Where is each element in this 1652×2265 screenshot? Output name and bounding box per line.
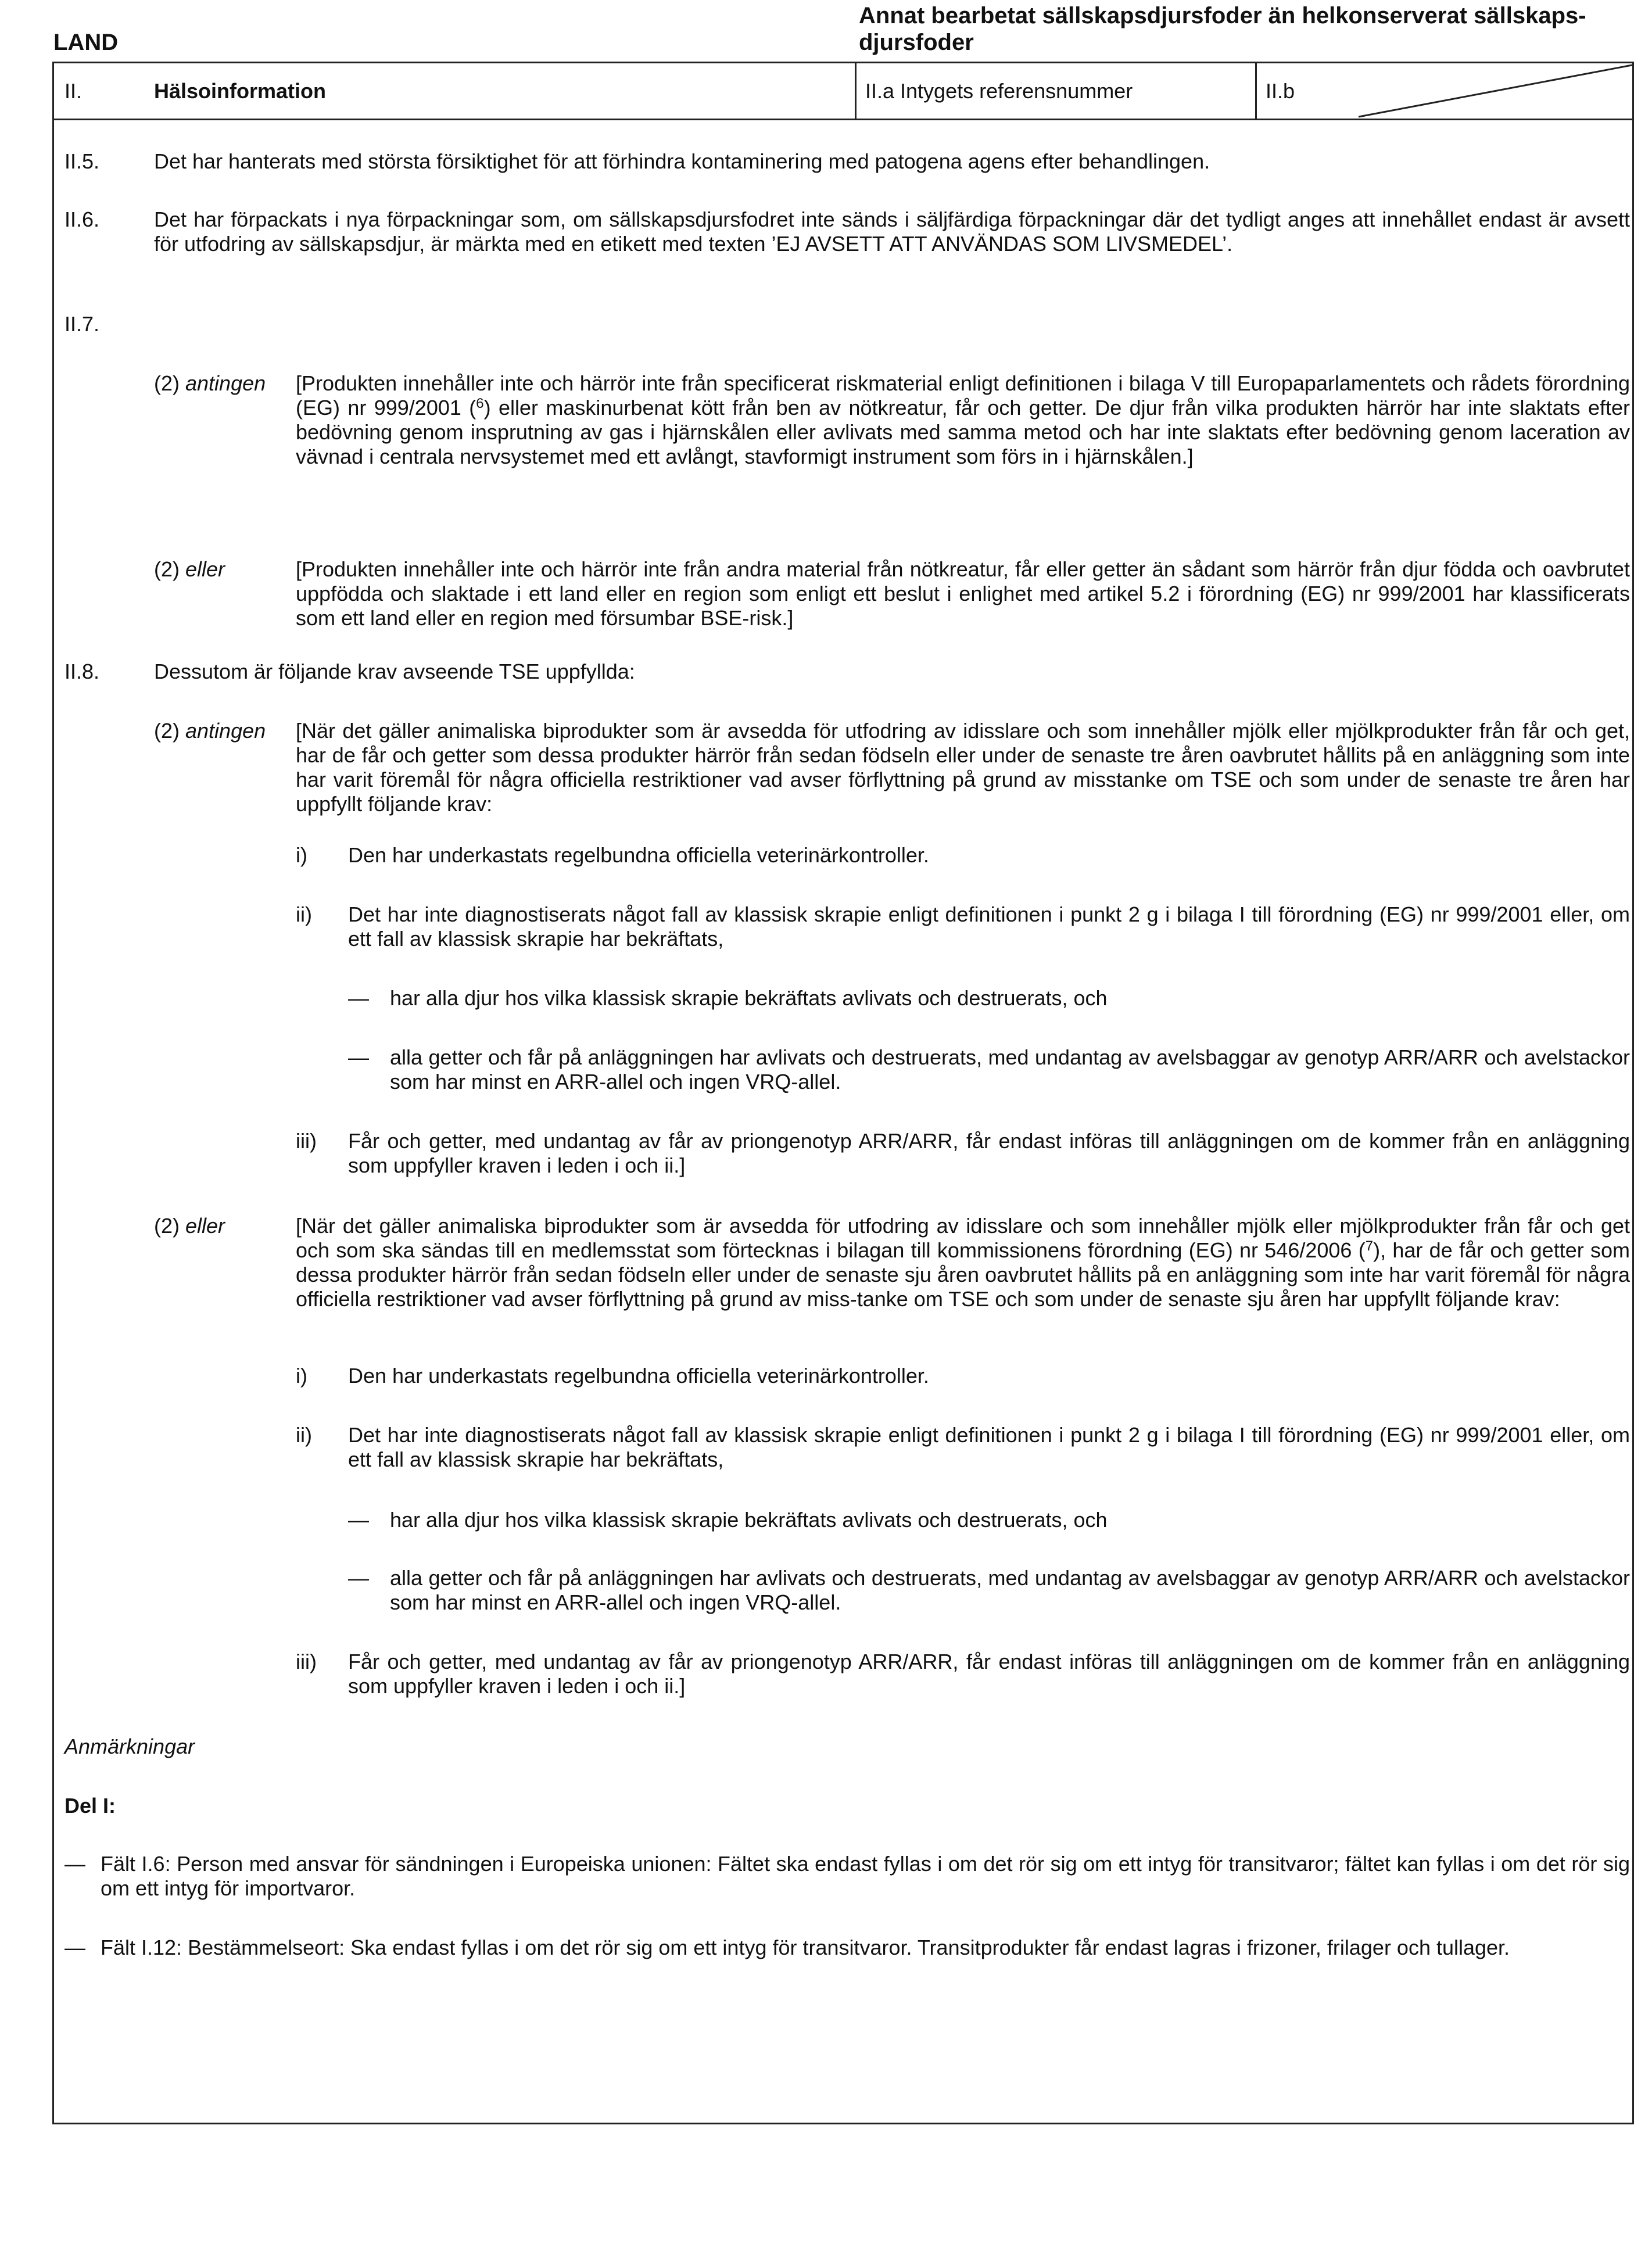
- item-number: II.7.: [64, 312, 100, 336]
- document-title: Annat bearbetat sällskapsdjursfoder än helkonserverat sällskaps-djursfoder: [859, 3, 1586, 55]
- field-iib-label: II.b: [1266, 79, 1295, 103]
- notes-part-heading: Del I:: [64, 1794, 116, 1818]
- reference-number-label: II.a Intygets referensnummer: [865, 79, 1133, 103]
- list-item-text: Den har underkastats regelbundna officiella veterinärkontroller.: [348, 1364, 929, 1388]
- section-title: Hälsoinformation: [154, 79, 327, 103]
- country-label: LAND: [53, 30, 119, 55]
- dash-marker: —: [348, 1045, 369, 1069]
- option-text: [Produkten innehåller inte och härrör inte från specificerat riskmaterial enligt definitionen i bilaga V till Europaparlamentets och rådets förordning (EG) nr 999/2001 ($^6$) eller maskinurbenat kött från ben av nötkreatur, får och getter. De djur från vilka produkten härrör har inte slaktats efter bedövning genom insprutning av gas i hjärnskålen eller avlivats med samma metod och har inte slaktats efter bedövning genom laceration av vävnad i centrala nervsystemet med ett avlångt, stavformigt instrument som förs in i hjärnskålen.]: [296, 371, 1630, 468]
- footnote-option-label: (2) eller: [154, 557, 225, 581]
- dash-marker: —: [64, 1852, 85, 1876]
- dash-marker: —: [348, 1566, 369, 1590]
- note-text: Fält I.12: Bestämmelseort: Ska endast fyllas i om det rör sig om ett intyg för transitvaror. Transitprodukter får endast lagras i frizoner, frilager och tullager.: [101, 1936, 1510, 1959]
- list-item-text: Den har underkastats regelbundna officiella veterinärkontroller.: [348, 843, 929, 867]
- section-header-row: [54, 63, 1632, 120]
- item-text: Det har hanterats med största försiktighet för att förhindra kontaminering med patogena agens efter behandlingen.: [154, 149, 1210, 173]
- item-text: Det har förpackats i nya förpackningar som, om sällskapsdjursfodret inte sänds i säljfärdiga förpackningar där det tydligt anges att innehållet endast är avsett för utfodring av sällskapsdjur, är märkta med en etikett med texten ’EJ AVSETT ATT ANVÄNDAS SOM LIVSMEDEL’.: [154, 207, 1630, 256]
- option-text: [När det gäller animaliska biprodukter som är avsedda för utfodring av idisslare och som innehåller mjölk eller mjölkprodukter från får och get och som ska sändas till en medlemsstat som förtecknas i bilagan till kommissionens förordning (EG) nr 546/2006 ($^7$), har de får och getter som dessa produkter härrör från sedan födseln eller under de senaste sju åren oavbrutet hållits på en anläggning som inte har varit föremål för några officiella restriktioner vad avser förflyttning på grund av miss-tanke om TSE och som under de senaste sju åren har uppfyllt följande krav:: [296, 1214, 1631, 1311]
- dash-item-text: har alla djur hos vilka klassisk skrapie bekräftats avlivats och destruerats, och: [390, 1508, 1108, 1532]
- item-number: II.6.: [64, 207, 100, 231]
- certificate-frame: [52, 62, 1634, 2124]
- dash-item-text: har alla djur hos vilka klassisk skrapie bekräftats avlivats och destruerats, och: [390, 986, 1108, 1010]
- footnote-option-label: (2) antingen: [154, 719, 266, 743]
- item-text: Dessutom är följande krav avseende TSE uppfyllda:: [154, 660, 635, 683]
- option-text: [När det gäller animaliska biprodukter som är avsedda för utfodring av idisslare och som innehåller mjölk eller mjölkprodukter från får och get, har de får och getter som dessa produkter härrör från sedan födseln eller under de senaste tre åren oavbrutet hållits på en anläggning som inte har varit föremål för några officiella restriktioner vad avser förflyttning på grund av misstanke om TSE och som under de senaste tre åren har uppfyllt följande krav:: [296, 719, 1630, 816]
- list-item-text: Får och getter, med undantag av får av priongenotyp ARR/ARR, får endast införas till anläggningen om de kommer från en anläggning som uppfyller kraven i leden i och ii.]: [348, 1129, 1630, 1177]
- list-marker: iii): [296, 1650, 317, 1673]
- dash-marker: —: [348, 1508, 369, 1532]
- footnote-option-label: (2) eller: [154, 1214, 225, 1238]
- dash-marker: —: [64, 1936, 85, 1959]
- list-item-text: Det har inte diagnostiserats något fall av klassisk skrapie enligt definitionen i punkt 2 g i bilaga I till förordning (EG) nr 999/2001 eller, om ett fall av klassisk skrapie har bekräftats,: [348, 902, 1630, 951]
- dash-item-text: alla getter och får på anläggningen har avlivats och destruerats, med undantag av avelsbaggar av genotyp ARR/ARR och avelstackor som har minst en ARR-allel och ingen VRQ-allel.: [390, 1045, 1630, 1094]
- list-marker: iii): [296, 1129, 317, 1153]
- item-number: II.8.: [64, 660, 100, 683]
- section-number: II.: [64, 79, 83, 103]
- notes-heading: Anmärkningar: [64, 1734, 195, 1758]
- list-marker: ii): [296, 902, 312, 926]
- dash-marker: —: [348, 986, 369, 1010]
- list-marker: ii): [296, 1423, 312, 1447]
- footnote-option-label: (2) antingen: [154, 371, 266, 395]
- list-item-text: Det har inte diagnostiserats något fall av klassisk skrapie enligt definitionen i punkt 2 g i bilaga I till förordning (EG) nr 999/2001 eller, om ett fall av klassisk skrapie har bekräftats,: [348, 1423, 1630, 1471]
- dash-item-text: alla getter och får på anläggningen har avlivats och destruerats, med undantag av avelsbaggar av genotyp ARR/ARR och avelstackor som har minst en ARR-allel och ingen VRQ-allel.: [390, 1566, 1630, 1614]
- list-marker: i): [296, 1364, 307, 1388]
- option-text: [Produkten innehåller inte och härrör inte från andra material från nötkreatur, får eller getter än sådant som härrör från djur födda och oavbrutet uppfödda och slaktade i ett land eller en region som enligt ett beslut i enlighet med artikel 5.2 i förordning (EG) nr 999/2001 har klassificerats som ett land eller en region med försumbar BSE-risk.]: [296, 557, 1630, 630]
- list-item-text: Får och getter, med undantag av får av priongenotyp ARR/ARR, får endast införas till anläggningen om de kommer från en anläggning som uppfyller kraven i leden i och ii.]: [348, 1650, 1630, 1698]
- diagonal-strike-line: [54, 63, 1632, 119]
- item-number: II.5.: [64, 149, 100, 173]
- note-text: Fält I.6: Person med ansvar för sändningen i Europeiska unionen: Fältet ska endast fyllas i om det rör sig om ett intyg för transitvaror; fältet kan fyllas i om det rör sig om ett intyg för importvaror.: [101, 1852, 1630, 1900]
- list-marker: i): [296, 843, 307, 867]
